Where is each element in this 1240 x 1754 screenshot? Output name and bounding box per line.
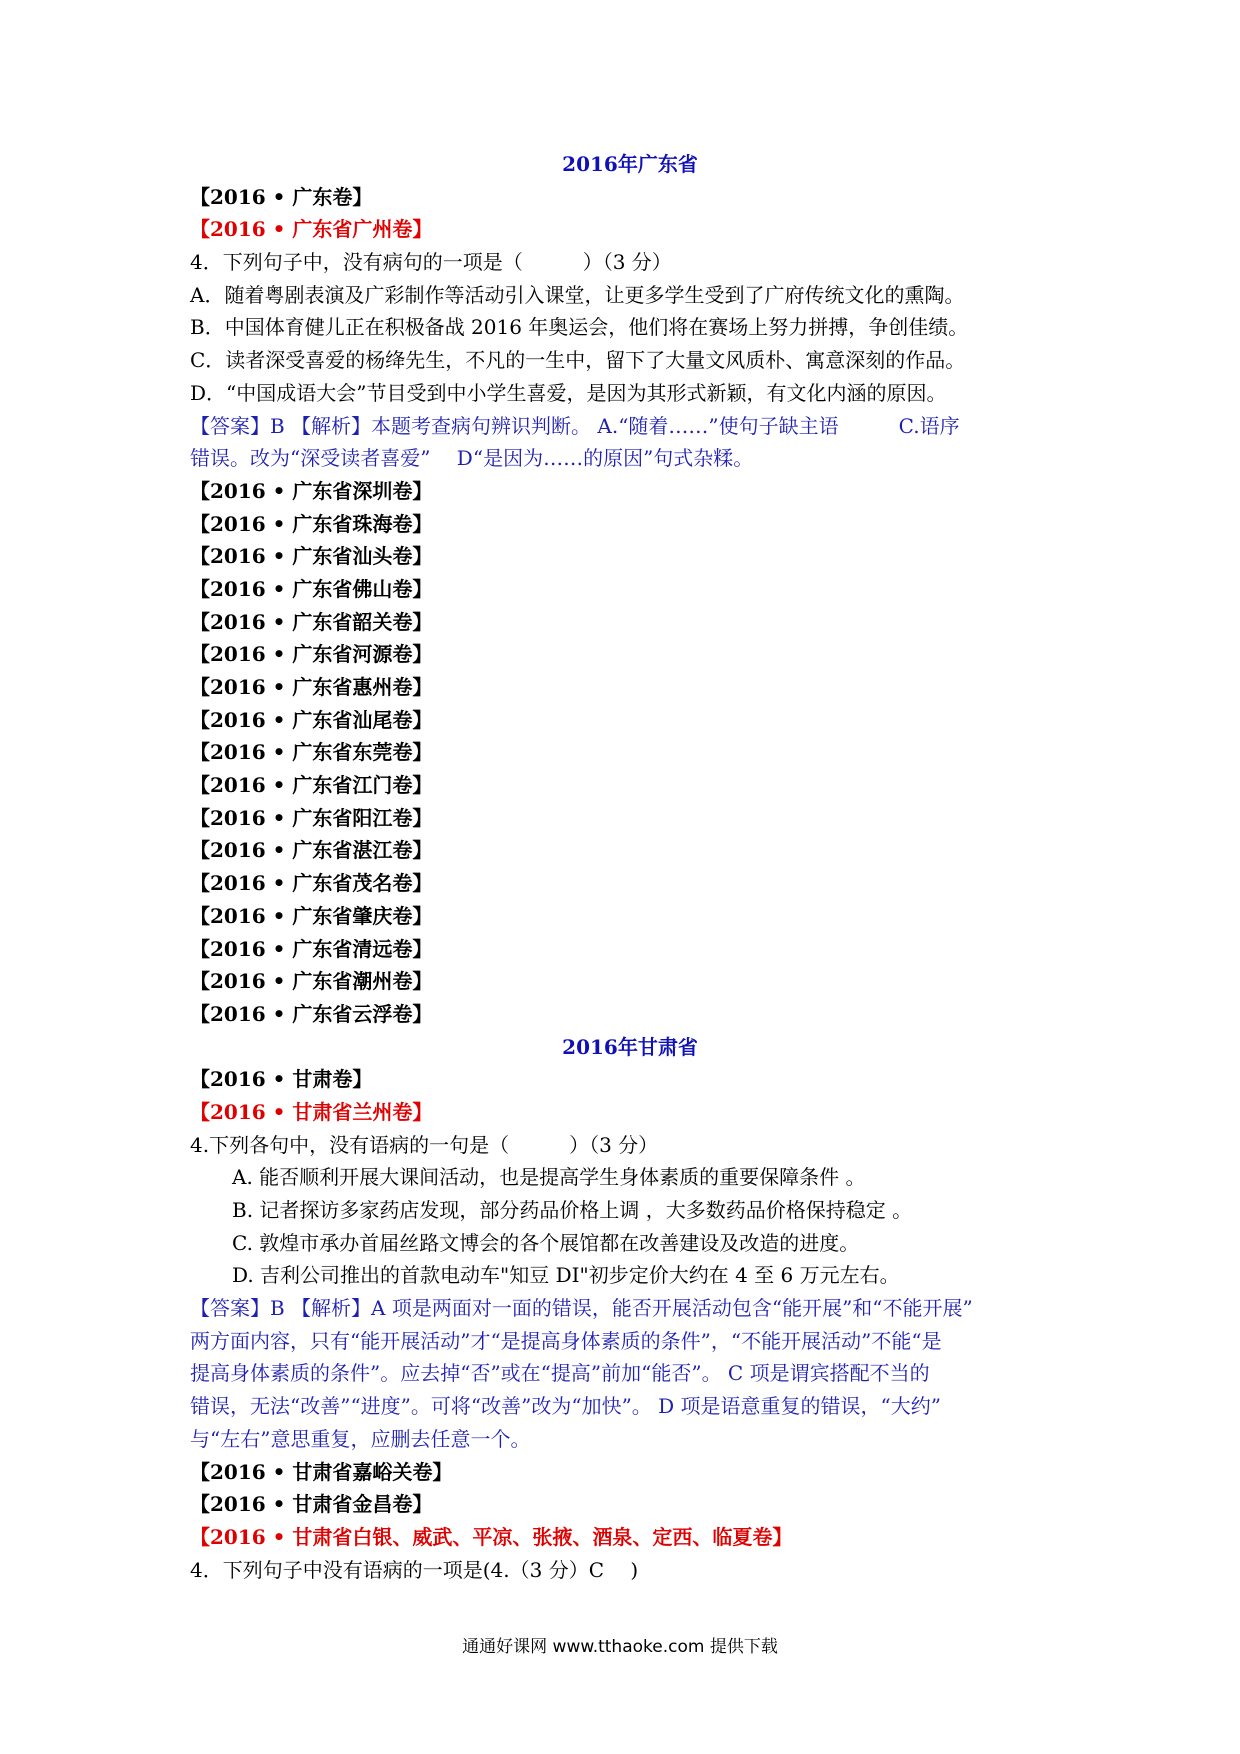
- answer-line: 提高身体素质的条件”。应去掉“否”或在“提高”前加“能否”。 C 项是谓宾搭配不当的: [190, 1361, 930, 1386]
- exam-header: 【2016 • 甘肃省嘉峪关卷】: [190, 1459, 453, 1484]
- section-title-gansu: 2016年甘肃省: [562, 1034, 698, 1059]
- option-c: C. 敦煌市承办首届丝路文博会的各个展馆都在改善建设及改造的进度。: [232, 1230, 860, 1255]
- option-b: B．中国体育健儿正在积极备战 2016 年奥运会，他们将在赛场上努力拼搏，争创佳绩。: [190, 315, 969, 340]
- exam-header-highlighted: 【2016 • 甘肃省白银、威武、平凉、张掖、酒泉、定西、临夏卷】: [190, 1524, 793, 1549]
- exam-header: 【2016 • 广东省佛山卷】: [190, 576, 433, 601]
- option-d: D. 吉利公司推出的首款电动车"知豆 DI"初步定价大约在 4 至 6 万元左右。: [232, 1263, 900, 1288]
- exam-header: 【2016 • 广东省茂名卷】: [190, 871, 433, 896]
- exam-header: 【2016 • 广东省清远卷】: [190, 936, 433, 961]
- answer-line: 【答案】B 【解析】A 项是两面对一面的错误，能否开展活动包含“能开展”和“不能开展”: [190, 1296, 973, 1321]
- option-d: D．“中国成语大会”节目受到中小学生喜爱，是因为其形式新颖，有文化内涵的原因。: [190, 380, 947, 405]
- exam-header: 【2016 • 广东省云浮卷】: [190, 1001, 433, 1026]
- answer-line: 错误，无法“改善”“进度”。可将“改善”改为“加快”。 D 项是语意重复的错误，“大约”: [190, 1394, 941, 1419]
- answer-line: 与“左右”意思重复，应删去任意一个。: [190, 1426, 531, 1451]
- question: 4．下列句子中，没有病句的一项是（ ）（3 分）: [190, 250, 672, 275]
- exam-header-highlighted: 【2016 • 甘肃省兰州卷】: [190, 1099, 433, 1124]
- exam-header: 【2016 • 广东省江门卷】: [190, 773, 433, 798]
- exam-header: 【2016 • 广东省湛江卷】: [190, 838, 433, 863]
- document-body: [190, 148, 1070, 1586]
- question: 4．下列句子中没有语病的一项是(4.（3 分）C ): [190, 1557, 639, 1582]
- option-a: A. 能否顺利开展大课间活动，也是提高学生身体素质的重要保障条件 。: [232, 1165, 866, 1190]
- exam-header: 【2016 • 广东卷】: [190, 184, 373, 209]
- exam-header-highlighted: 【2016 • 广东省广州卷】: [190, 217, 433, 242]
- exam-header: 【2016 • 甘肃卷】: [190, 1067, 373, 1092]
- option-c: C．读者深受喜爱的杨绛先生，不凡的一生中，留下了大量文风质朴、寓意深刻的作品。: [190, 348, 966, 373]
- section-title-guangdong: 2016年广东省: [562, 152, 698, 176]
- answer-line: 两方面内容，只有“能开展活动”才“是提高身体素质的条件”，“不能开展活动”不能“是: [190, 1328, 942, 1353]
- exam-header: 【2016 • 广东省汕头卷】: [190, 544, 433, 569]
- exam-header: 【2016 • 广东省韶关卷】: [190, 609, 433, 634]
- page-footer: 通通好课网 www.tthaoke.com 提供下载: [462, 1637, 778, 1657]
- answer-line: 错误。改为“深受读者喜爱” D“是因为……的原因”句式杂糅。: [190, 446, 754, 471]
- exam-header: 【2016 • 广东省肇庆卷】: [190, 903, 433, 928]
- exam-header: 【2016 • 广东省阳江卷】: [190, 805, 433, 830]
- exam-header: 【2016 • 广东省深圳卷】: [190, 478, 433, 503]
- exam-header: 【2016 • 广东省河源卷】: [190, 642, 433, 667]
- exam-header: 【2016 • 广东省珠海卷】: [190, 511, 433, 536]
- option-b: B. 记者探访多家药店发现，部分药品价格上调 ，大多数药品价格保持稳定 。: [232, 1198, 913, 1222]
- exam-header: 【2016 • 甘肃省金昌卷】: [190, 1492, 433, 1517]
- option-a: A．随着粤剧表演及广彩制作等活动引入课堂，让更多学生受到了广府传统文化的熏陶。: [190, 282, 965, 307]
- exam-header: 【2016 • 广东省惠州卷】: [190, 675, 433, 699]
- exam-header: 【2016 • 广东省汕尾卷】: [190, 707, 433, 732]
- exam-header: 【2016 • 广东省东莞卷】: [190, 740, 433, 765]
- answer-line: 【答案】B 【解析】本题考查病句辨识判断。 A.“随着……”使句子缺主语 C.语序: [190, 413, 960, 438]
- question: 4.下列各句中，没有语病的一句是（ ）（3 分）: [190, 1132, 659, 1157]
- exam-header: 【2016 • 广东省潮州卷】: [190, 969, 433, 994]
